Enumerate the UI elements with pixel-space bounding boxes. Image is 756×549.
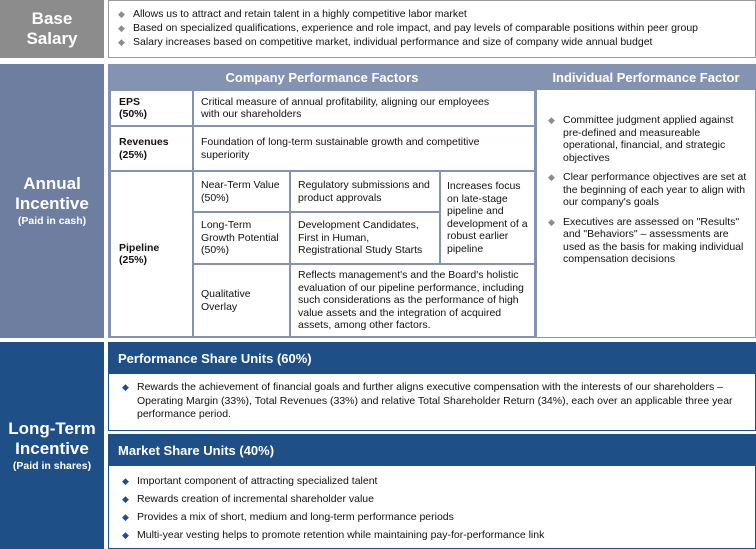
- msu-header: Market Share Units (40%): [108, 434, 756, 466]
- eps-description: Critical measure of annual profitability, aligning our employees with our shareholders: [194, 91, 534, 125]
- msu-list: [119, 472, 747, 544]
- near-term-description: Regulatory submissions and product approvals: [291, 172, 439, 211]
- eps-name-cell: [111, 91, 192, 125]
- individual-factor-list: [545, 114, 747, 266]
- individual-factor-header: Individual Performance Factor: [552, 69, 740, 85]
- base-salary-list: [115, 7, 749, 49]
- annual-incentive-sublabel: (Paid in cash): [17, 215, 87, 227]
- revenues-name: Revenues: [119, 136, 169, 148]
- qualitative-description: Reflects management's and the Board's holistic evaluation of our pipeline performance, including such considerations as the performance of high value assets and the integration of acquired assets, among other factors.: [291, 265, 534, 336]
- pipeline-name-cell: [111, 172, 192, 336]
- company-factors-header: Company Performance Factors: [225, 69, 419, 85]
- qualitative-overlay: Qualitative Overlay: [194, 265, 289, 336]
- list-item: ◆ Based on specialized qualifications, experience and role impact, and pay levels of comparable positions within peer group: [115, 21, 749, 35]
- eps-weight: (50%): [119, 108, 148, 120]
- annual-incentive-label: [0, 64, 104, 338]
- pipeline-name: Pipeline: [119, 241, 160, 254]
- pipeline-weight: (25%): [119, 254, 148, 266]
- list-item: ◆ Clear performance objectives are set at the beginning of each year to align with our company's goals: [545, 171, 747, 209]
- long-term-growth: Long-Term Growth Potential (50%): [194, 213, 289, 263]
- annual-incentive-panel: [108, 64, 756, 338]
- revenues-name-cell: [111, 127, 192, 170]
- base-salary-label: [0, 0, 104, 58]
- list-item: ◆ Rewards creation of incremental shareholder value: [119, 490, 747, 508]
- revenues-description: Foundation of long-term sustainable growth and competitive superiority: [194, 127, 534, 170]
- annual-incentive-title: Annual Incentive: [15, 174, 89, 213]
- psu-header: Performance Share Units (60%): [108, 342, 756, 374]
- revenues-weight: (25%): [119, 148, 148, 161]
- long-term-description: Development Candidates, First in Human, Registrational Study Starts: [291, 213, 439, 263]
- base-salary-title: Base Salary: [26, 9, 78, 48]
- psu-box: [108, 374, 756, 431]
- list-item: ◆ Rewards the achievement of financial goals and further aligns executive compensation with the interests of our shareholders – Operating Margin (33%), Total Revenues (33%) and relative Total Shareholder Return (34%), each over an applicable three year performance period.: [119, 381, 747, 422]
- list-item: ◆ Important component of attracting specialized talent: [119, 472, 747, 490]
- individual-factor-box: [537, 90, 755, 337]
- list-item: ◆ Executives are assessed on "Results" and "Behaviors" – assessments are used as the basis for making individual compensation decisions: [545, 216, 747, 266]
- base-salary-box: [108, 0, 756, 58]
- long-term-incentive-label: [0, 342, 104, 549]
- psu-list: [119, 381, 747, 422]
- eps-name: EPS: [119, 95, 141, 108]
- list-item: ◆ Allows us to attract and retain talent in a highly competitive labor market: [115, 7, 749, 21]
- msu-box: [108, 466, 756, 549]
- pipeline-focus-note: Increases focus on late-stage pipeline and development of a robust earlier pipeline: [441, 172, 534, 263]
- list-item: ◆ Salary increases based on competitive market, individual performance and size of company wide annual budget: [115, 35, 749, 49]
- list-item: ◆ Provides a mix of short, medium and long-term performance periods: [119, 508, 747, 526]
- long-term-incentive-title: Long-Term Incentive: [8, 418, 96, 458]
- long-term-incentive-sublabel: (Paid in shares): [12, 459, 92, 472]
- company-factors-grid: [110, 90, 535, 337]
- near-term-value: Near-Term Value (50%): [194, 172, 289, 211]
- list-item: ◆ Multi-year vesting helps to promote retention while maintaining pay-for-performance link: [119, 526, 747, 544]
- list-item: ◆ Committee judgment applied against pre-defined and measureable operational, financial, and strategic objectives: [545, 114, 747, 164]
